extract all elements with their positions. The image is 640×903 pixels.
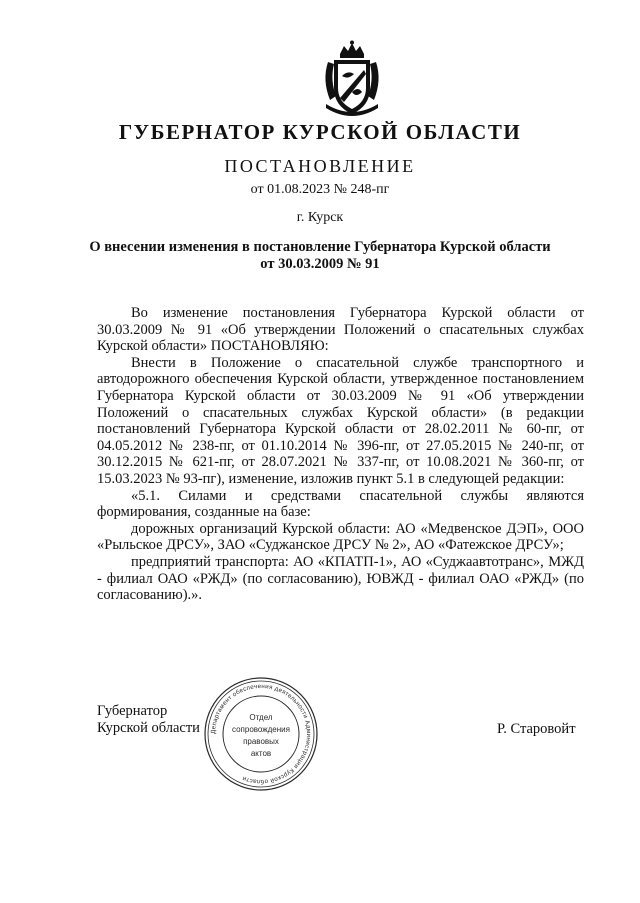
signatory-position-line-2: Курской области [97, 720, 200, 736]
body-paragraph: предприятий транспорта: АО «КПАТП-1», АО «Суджаавтотранс», МЖД - филиал ОАО «РЖД» (по согласованию), ЮВЖД - филиал ОАО «РЖД» (по согласованию).». [97, 553, 584, 604]
official-seal-stamp [203, 676, 319, 792]
body-paragraph: «5.1. Силами и средствами спасательной службы являются формирования, созданные на базе: [97, 487, 584, 521]
body-paragraph: Во изменение постановления Губернатора Курской области от 30.03.2009 № 91 «Об утверждении Положений о спасательных службах Курской области» ПОСТАНОВЛЯЮ: [97, 305, 584, 355]
body-paragraph: дорожных организаций Курской области: АО «Медвенское ДЭП», ООО «Рыльское ДРСУ», ЗАО «Суджанское ДРСУ № 2», АО «Фатежское ДРСУ»; [97, 520, 584, 554]
document-body [97, 305, 584, 604]
document-date-number: от 01.08.2023 № 248-пг [250, 182, 390, 197]
authority-title: ГУБЕРНАТОР КУРСКОЙ ОБЛАСТИ [118, 120, 522, 144]
coat-of-arms-icon [318, 40, 386, 118]
signatory-name: Р. Старовойт [497, 721, 576, 737]
seal-line-3: правовых [243, 737, 279, 746]
body-paragraph: Внести в Положение о спасательной службе транспортного и автодорожного обеспечения Курской области, утвержденное постановлением Губернатора Курской области от 30.03.2009 № 91 «Об утверждении Положений о спасательных службах Курской области» (в редакции постановлений Губернатора Курской области от 28.02.2011 № 60-пг, от 04.05.2012 № 238-пг, от 01.10.2014 № 396-пг, от 27.05.2015 № 240-пг, от 30.12.2015 № 621-пг, от 28.07.2021 № 337-пг, от 10.08.2021 № 360-пг, от 15.03.2023 № 93-пг), изменение, изложив пункт 5.1 в следующей редакции: [97, 354, 584, 487]
document-city: г. Курск [296, 210, 344, 225]
signatory-position [97, 703, 200, 737]
document-heading [0, 239, 640, 273]
seal-ring-text: Департамент обеспечения деятельности Администрации Курской области [209, 682, 313, 786]
heading-line-1: О внесении изменения в постановление Губернатора Курской области [89, 239, 551, 255]
heading-line-2: от 30.03.2009 № 91 [260, 256, 380, 272]
signatory-position-line-1: Губернатор [97, 703, 168, 719]
svg-text:Департамент обеспечения деятел [210, 683, 312, 785]
seal-line-1: Отдел [249, 713, 273, 722]
document-type: ПОСТАНОВЛЕНИЕ [224, 156, 416, 176]
seal-line-2: сопровождения [232, 725, 290, 734]
seal-line-4: актов [250, 749, 272, 758]
